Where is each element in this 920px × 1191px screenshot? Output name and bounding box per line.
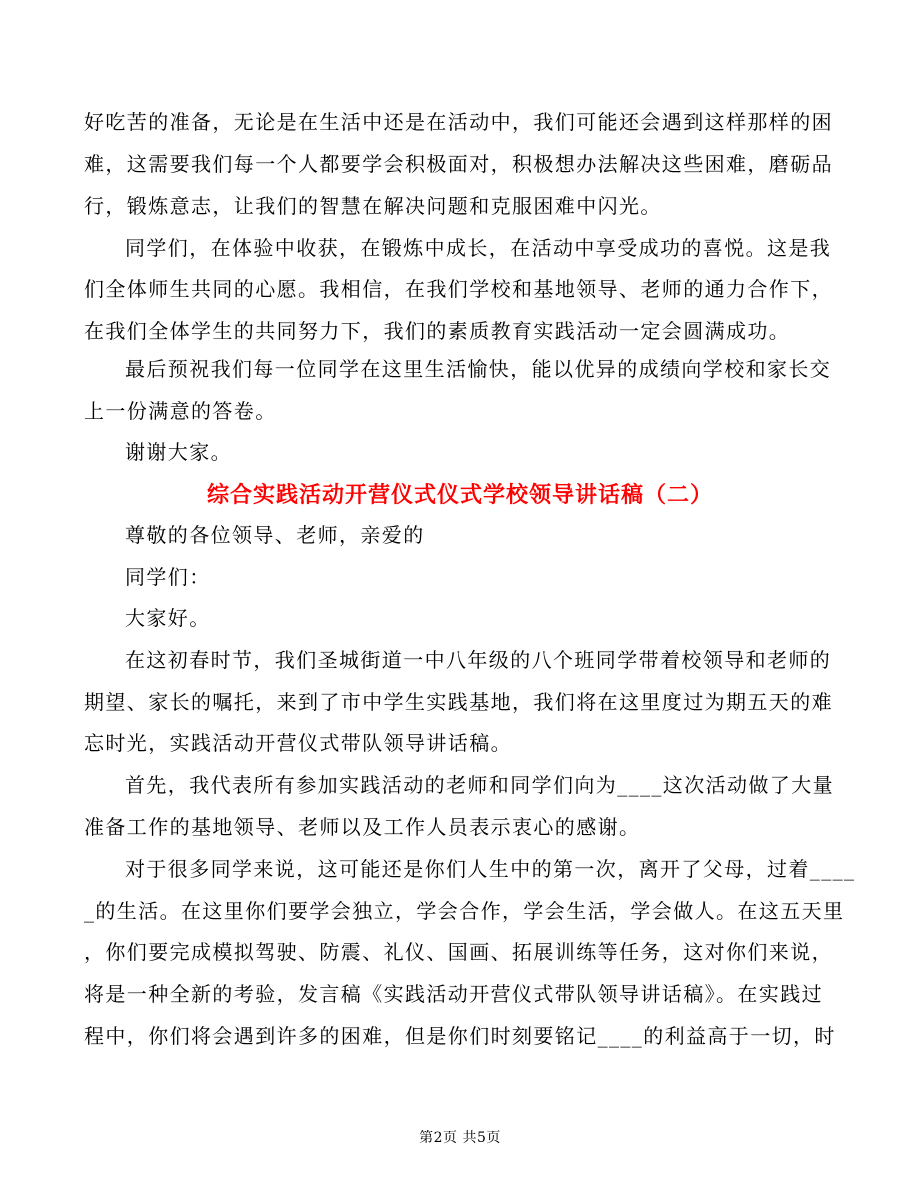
closing-line: 谢谢大家。 bbox=[125, 440, 232, 464]
paragraph-line: 期望、家长的嘱托，来到了市中学生实践基地，我们将在这里度过为期五天的难 bbox=[84, 690, 833, 714]
paragraph-line: 在这初春时节，我们圣城街道一中八年级的八个班同学带着校领导和老师的 bbox=[125, 648, 832, 672]
paragraph-line: 好吃苦的准备，无论是在生活中还是在活动中，我们可能还会遇到这样那样的困 bbox=[84, 110, 833, 134]
paragraph-line: 同学们，在体验中收获，在锻炼中成长，在活动中享受成功的喜悦。这是我 bbox=[125, 236, 832, 260]
paragraph-line: 将是一种全新的考验，发言稿《实践活动开营仪式带队领导讲话稿》。在实践过 bbox=[84, 982, 823, 1006]
paragraph-line: 对于很多同学来说，这可能还是你们人生中的第一次，离开了父母，过着____ bbox=[125, 857, 856, 881]
hello-line: 大家好。 bbox=[125, 606, 211, 630]
paragraph-line: 们全体师生共同的心愿。我相信，在我们学校和基地领导、老师的通力合作下， bbox=[84, 277, 833, 301]
paragraph-line: 最后预祝我们每一位同学在这里生活愉快，能以优异的成绩向学校和家长交 bbox=[125, 357, 832, 381]
paragraph-line: 忘时光，实践活动开营仪式带队领导讲话稿。 bbox=[84, 731, 512, 755]
paragraph-line: 程中，你们将会遇到许多的困难，但是你们时刻要铭记____的利益高于一切，时 bbox=[84, 1024, 836, 1048]
paragraph-line: 在我们全体学生的共同努力下，我们的素质教育实践活动一定会圆满成功。 bbox=[84, 319, 791, 343]
paragraph-line: 难，这需要我们每一个人都要学会积极面对，积极想办法解决这些困难，磨砺品 bbox=[84, 152, 833, 176]
paragraph-line: 准备工作的基地领导、老师以及工作人员表示衷心的感谢。 bbox=[84, 815, 641, 839]
page-number-footer: 第2页 共5页 bbox=[419, 1130, 501, 1146]
paragraph-line: 行，锻炼意志，让我们的智慧在解决问题和克服困难中闪光。 bbox=[84, 194, 662, 218]
paragraph-line: _的生活。在这里你们要学会独立，学会合作，学会生活，学会做人。在这五天里 bbox=[84, 899, 845, 923]
paragraph-line: ，你们要完成模拟驾驶、防震、礼仪、国画、拓展训练等任务，这对你们来说， bbox=[84, 940, 833, 964]
section-title: 综合实践活动开营仪式仪式学校领导讲话稿（二） bbox=[206, 482, 713, 508]
greeting-line: 同学们： bbox=[125, 565, 211, 589]
paragraph-line: 首先，我代表所有参加实践活动的老师和同学们向为____这次活动做了大量 bbox=[125, 773, 834, 797]
paragraph-line: 上一份满意的答卷。 bbox=[84, 399, 277, 423]
greeting-line: 尊敬的各位领导、老师，亲爱的 bbox=[125, 523, 425, 547]
